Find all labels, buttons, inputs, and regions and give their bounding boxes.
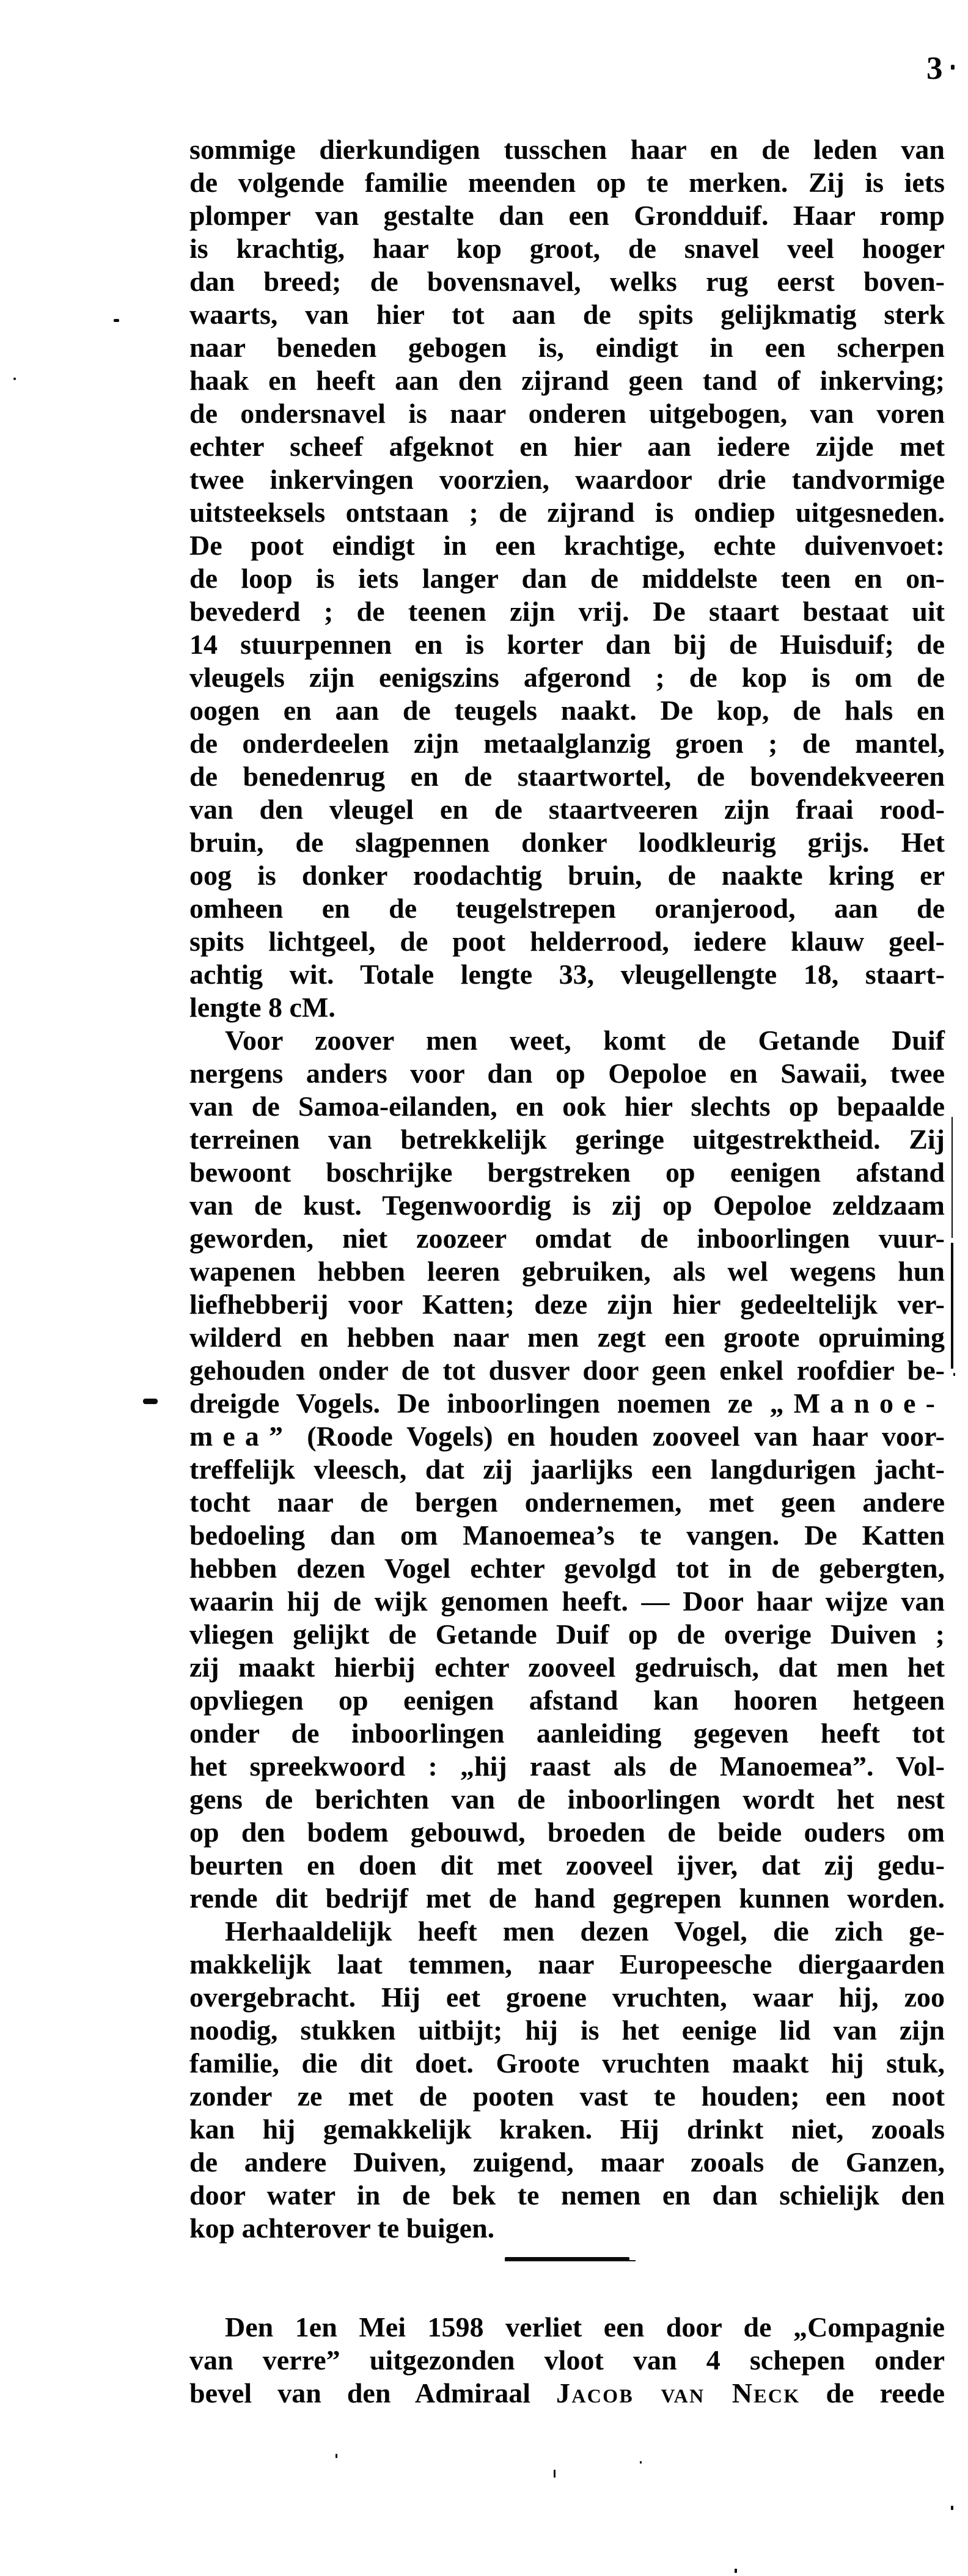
text-line: de andere Duiven, zuigend, maar zooals de Ganzen, [189,2146,945,2178]
text-line: omheen en de teugelstrepen oranjerood, aan de [189,893,945,924]
text-line: lengte 8 cM. [189,992,336,1023]
text-segment: dreigde Vogels. De inboorlingen noemen ze [189,1388,770,1419]
margin-mark-line [951,1243,953,1369]
text-line: plomper van gestalte dan een Grondduif. Haar romp [189,200,945,231]
text-line: waarts, van hier tot aan de spits gelijkmatig sterk [189,299,945,330]
ink-speck [951,2506,953,2510]
text-line: de benedenrug en de staartwortel, de bovendekveeren [189,761,945,792]
text-line: de loop is iets langer dan de middelste teen en on- [189,563,945,594]
text-line: van de kust. Tegenwoordig is zij op Oepoloe zeldzaam [189,1190,945,1221]
text-line: Herhaaldelijk heeft men dezen Vogel, die zich ge- [225,1916,945,1947]
text-line: noodig, stukken uitbijt; hij is het eenige lid van zijn [189,2014,945,2046]
text-line: de onderdeelen zijn metaalglanzig groen ; de mantel, [189,728,945,759]
text-line: wilderd en hebben naar men zegt een groote opruiming [189,1322,945,1353]
text-line: hebben dezen Vogel echter gevolgd tot in de gebergten, [189,1553,945,1584]
text-line: uitsteeksels ontstaan ; de zijrand is ondiep uitgesneden. [189,497,945,528]
text-line: vleugels zijn eenigszins afgerond ; de kop is om de [189,662,945,693]
text-line [189,2377,945,2410]
text-column [189,133,945,2410]
text-line: nergens anders voor dan op Oepoloe en Sawaii, twee [189,1058,945,1089]
text-segment: (Roode Vogels) en houden zooveel van haar voor- [293,1421,945,1452]
letterspaced-word: mea” [189,1421,293,1452]
text-line: liefhebberij voor Katten; deze zijn hier gedeeltelijk ver- [189,1289,945,1320]
text-line: oogen en aan de teugels naakt. De kop, de hals en [189,695,945,726]
text-line: familie, die dit doet. Groote vruchten maakt hij stuk, [189,2047,945,2079]
text-line: is krachtig, haar kop groot, de snavel veel hooger [189,233,945,264]
text-line: op den bodem gebouwd, broeden de beide ouders om [189,1817,945,1848]
text-line: overgebracht. Hij eet groene vruchten, waar hij, zoo [189,1981,945,2013]
ink-speck [953,1373,955,1376]
ink-speck [951,65,955,70]
text-line: geworden, niet zoozeer omdat de inboorlingen vuur- [189,1223,945,1254]
ink-speck [13,378,16,380]
ink-speck [554,2470,556,2478]
text-line: wapenen hebben leeren gebruiken, als wel wegens hun [189,1256,945,1287]
text-line: bruin, de slagpennen donker loodkleurig grijs. Het [189,827,945,858]
text-line: beurten en doen dit met zooveel ijver, dat zij gedu- [189,1850,945,1881]
section-separator-rule [505,2257,636,2264]
text-line: waarin hij de wijk genomen heeft. — Door haar wijze van [189,1586,945,1617]
text-line: van den vleugel en de staartveeren zijn fraai rood- [189,794,945,825]
text-line: bevederd ; de teenen zijn vrij. De staart bestaat uit [189,596,945,627]
text-line: makkelijk laat temmen, naar Europeesche diergaarden [189,1948,945,1980]
text-line: 14 stuurpennen en is korter dan bij de Huisduif; de [189,629,945,660]
text-line [189,1387,945,1420]
text-line: de volgende familie meenden op te merken. Zij is iets [189,167,945,198]
text-line: vliegen gelijkt de Getande Duif op de overige Duiven ; [189,1619,945,1650]
text-line: het spreekwoord : „hij raast als de Manoemea”. Vol- [189,1751,945,1782]
smallcaps-name: Jacob van Neck [556,2377,801,2409]
ink-speck [735,2569,737,2573]
text-line: oog is donker roodachtig bruin, de naakte kring er [189,860,945,891]
ink-speck [336,2454,337,2458]
text-line: zij maakt hierbij echter zooveel gedruisch, dat men het [189,1652,945,1683]
text-line: Den 1en Mei 1598 verliet een door de „Compagnie [225,2311,945,2343]
text-line: bedoeling dan om Manoemea’s te vangen. De Katten [189,1520,945,1551]
text-segment: de reede [800,2377,945,2409]
text-line: dan breed; de bovensnavel, welks rug eerst boven- [189,266,945,297]
text-line: echter scheef afgeknot en hier aan iedere zijde met [189,431,945,462]
text-line: terreinen van betrekkelijk geringe uitgestrektheid. Zij [189,1124,945,1155]
text-line: treffelijk vleesch, dat zij jaarlijks een langdurigen jacht- [189,1454,945,1485]
page-number: 3 [926,51,944,86]
text-line: onder de inboorlingen aanleiding gegeven heeft tot [189,1718,945,1749]
text-line: kan hij gemakkelijk kraken. Hij drinkt niet, zooals [189,2113,945,2145]
ink-speck [143,1399,158,1404]
text-line: tocht naar de bergen ondernemen, met geen andere [189,1487,945,1518]
margin-mark-line [952,1117,953,1238]
text-line: kop achterover te buigen. [189,2212,495,2244]
text-line: gens de berichten van de inboorlingen wordt het nest [189,1784,945,1815]
ink-speck [114,319,119,322]
ink-speck [640,2461,642,2464]
text-line: haak en heeft aan den zijrand geen tand of inkerving; [189,365,945,396]
text-line: twee inkervingen voorzien, waardoor drie tandvormige [189,464,945,495]
letterspaced-word: „Manoe- [769,1388,945,1419]
text-segment: bevel van den Admiraal [189,2377,557,2409]
text-line: opvliegen op eenigen afstand kan hooren hetgeen [189,1685,945,1716]
text-line: De poot eindigt in een krachtige, echte duivenvoet: [189,530,945,561]
text-line: rende dit bedrijf met de hand gegrepen kunnen worden. [189,1883,945,1914]
text-line: van verre” uitgezonden vloot van 4 schepen onder [189,2344,945,2376]
text-line: Voor zoover men weet, komt de Getande Duif [225,1025,945,1056]
text-line: sommige dierkundigen tusschen haar en de leden van [189,134,945,165]
text-line [189,1420,945,1453]
text-line: van de Samoa-eilanden, en ook hier slechts op bepaalde [189,1091,945,1122]
text-line: naar beneden gebogen is, eindigt in een scherpen [189,332,945,363]
text-line: de ondersnavel is naar onderen uitgebogen, van voren [189,398,945,429]
text-line: bewoont boschrijke bergstreken op eenigen afstand [189,1157,945,1188]
text-line: achtig wit. Totale lengte 33, vleugellengte 18, staart- [189,959,945,990]
separator-tail [505,2260,636,2261]
text-line: spits lichtgeel, de poot helderrood, iedere klauw geel- [189,926,945,957]
text-line: door water in de bek te nemen en dan schielijk den [189,2179,945,2211]
text-line: gehouden onder de tot dusver door geen enkel roofdier be- [189,1355,945,1386]
text-line: zonder ze met de pooten vast te houden; een noot [189,2080,945,2112]
